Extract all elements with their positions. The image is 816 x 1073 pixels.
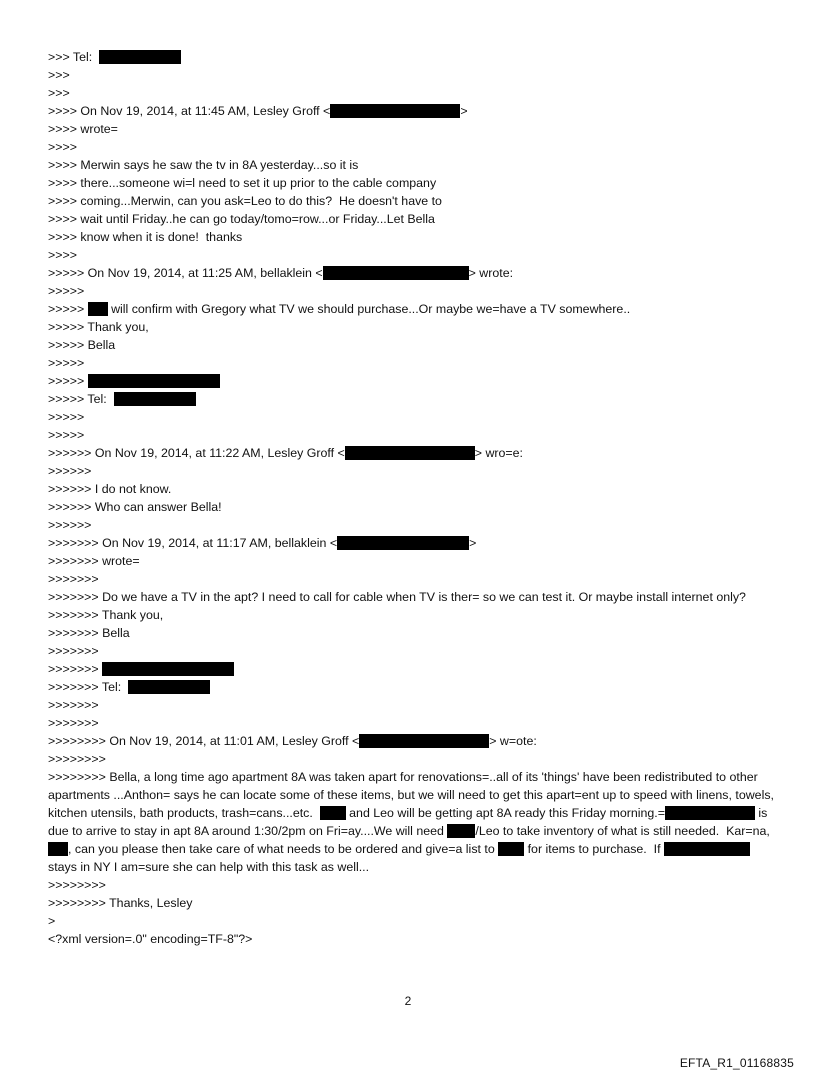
email-line [48,156,778,174]
email-line [48,444,778,462]
email-line [48,120,778,138]
email-line-text: >>>>>>> [48,716,99,730]
email-line-text: will confirm with Gregory what TV we should purchase...Or maybe we=have a TV somewhere.. [107,302,631,316]
email-line [48,678,778,696]
document-id: EFTA_R1_01168835 [679,1056,794,1070]
email-line-text: >>>>> [48,428,85,442]
email-line [48,282,778,300]
redaction-box [447,824,475,838]
email-line-text: >>>>>>>> [48,878,106,892]
email-line [48,372,778,390]
email-line-text: >>>>>>> On Nov 19, 2014, at 11:17 AM, bellaklein < [48,536,338,550]
email-line [48,48,778,66]
email-line-text: <?xml version=.0" encoding=TF-8"?> [48,932,253,946]
redaction-box [345,446,475,460]
email-line-text: for items to purchase. If [524,842,664,856]
email-line-text: > wro=e: [474,446,523,460]
email-line-text: >>>> coming...Merwin, can you ask=Leo to do this? He doesn't have to [48,194,442,208]
email-thread-body [48,48,778,948]
email-line-text: >>>>> Tel: [48,392,114,406]
email-line-text: >>>>>>> Tel: [48,680,129,694]
email-line-text: >>>>>> [48,464,92,478]
email-line-text: >>>>>>> Thank you, [48,608,164,622]
redaction-box [48,842,68,856]
email-line [48,570,778,588]
email-line [48,588,778,606]
email-line-text: is due to arrive to stay in apt 8A around 1:30/2pm on Fri=ay....We will need [48,806,771,838]
redaction-box [88,374,220,388]
email-line [48,732,778,750]
email-line-text: /Leo to take inventory of what is still needed. Kar=na, [475,824,774,838]
email-line-text: > [460,104,468,118]
email-line-text: > [469,536,477,550]
email-line [48,768,778,876]
email-line [48,462,778,480]
email-line-text: >>>>>> Who can answer Bella! [48,500,222,514]
email-line-text: stays in NY I am=sure she can help with this task as well... [48,842,754,874]
email-line-text: >>>>>>>> Thanks, Lesley [48,896,193,910]
email-line-text: >>>>>>> [48,572,99,586]
email-line [48,516,778,534]
redaction-box [359,734,489,748]
email-line [48,390,778,408]
email-line-text: >>>>> Bella [48,338,116,352]
email-line-text: >>>> [48,248,77,262]
email-line [48,408,778,426]
email-line-text: and Leo will be getting apt 8A ready this Friday morning.= [345,806,665,820]
email-line [48,660,778,678]
redaction-box [114,392,196,406]
email-line-text: > wrote: [468,266,514,280]
email-line-text: >>>>>>> Bella [48,626,130,640]
email-line-text: > [48,914,56,928]
email-line-text: >>>>>>> [48,644,99,658]
email-line-text: >>>> wrote= [48,122,118,136]
email-line [48,318,778,336]
email-line-text: >>>>>>>> On Nov 19, 2014, at 11:01 AM, Lesley Groff < [48,734,360,748]
redaction-box [498,842,524,856]
email-line [48,174,778,192]
email-line [48,336,778,354]
redaction-box [665,806,755,820]
email-line [48,624,778,642]
email-line-text: >>>>> [48,302,88,316]
email-line-text: >>>>>>> wrote= [48,554,140,568]
email-line-text: >>> Tel: [48,50,100,64]
email-line [48,930,778,948]
email-line-text: >>> [48,68,70,82]
email-line [48,192,778,210]
redaction-box [128,680,210,694]
email-line-text: >>>>>> [48,518,92,532]
email-line-text: >>>>> [48,284,85,298]
email-line [48,228,778,246]
email-line [48,246,778,264]
email-line-text: >>>> wait until Friday..he can go today/tomo=row...or Friday...Let Bella [48,212,435,226]
redaction-box [664,842,750,856]
redaction-box [99,50,181,64]
email-line-text: , can you please then take care of what needs to be ordered and give=a list to [68,842,499,856]
redaction-box [320,806,346,820]
email-line-text: >>>>>>>> Bella, a long time ago apartment 8A was taken apart for renovations=..all of its 'things' have been redistributed to other apartments ...Anthon= says he can locate some of these items, but we will need to get this apart=ent up to speed with linens, towels, kitchen utensils, bath products, trash=cans...etc. [48,770,778,820]
email-line-text: >>>>>> On Nov 19, 2014, at 11:22 AM, Lesley Groff < [48,446,345,460]
email-line-text: >>>>>>> Do we have a TV in the apt? I need to call for cable when TV is ther= so we can test it. Or maybe install internet only? [48,590,746,604]
email-line-text: >>> [48,86,70,100]
email-line [48,300,778,318]
redaction-box [337,536,469,550]
email-line [48,912,778,930]
email-line [48,642,778,660]
email-line [48,138,778,156]
email-line [48,606,778,624]
email-line [48,354,778,372]
email-line [48,210,778,228]
email-line-text: >>>>> On Nov 19, 2014, at 11:25 AM, bellaklein < [48,266,323,280]
redaction-box [102,662,234,676]
email-line [48,264,778,282]
email-line-text: >>>> Merwin says he saw the tv in 8A yesterday...so it is [48,158,359,172]
email-line [48,552,778,570]
email-line-text: >>>>>>> [48,698,99,712]
email-line-text: >>>>>>>> [48,752,106,766]
email-line-text: >>>>>>> [48,662,103,676]
email-line-text: >>>> know when it is done! thanks [48,230,243,244]
redaction-box [88,302,108,316]
email-line [48,84,778,102]
page-number: 2 [404,994,412,1008]
email-line [48,480,778,498]
redaction-box [323,266,469,280]
email-line-text: >>>>> Thank you, [48,320,149,334]
email-line [48,714,778,732]
email-line [48,102,778,120]
email-line-text: >>>> there...someone wi=l need to set it up prior to the cable company [48,176,437,190]
email-line-text: >>>> [48,140,77,154]
email-line-text: >>>>> [48,374,88,388]
redaction-box [330,104,460,118]
email-line-text: > w=ote: [489,734,537,748]
email-line [48,696,778,714]
email-line [48,66,778,84]
email-line-text: >>>>> [48,356,85,370]
email-line-text: >>>>>> I do not know. [48,482,172,496]
email-line-text: >>>> On Nov 19, 2014, at 11:45 AM, Lesley Groff < [48,104,331,118]
email-line [48,894,778,912]
email-line [48,534,778,552]
email-line [48,876,778,894]
email-line [48,750,778,768]
email-line-text: >>>>> [48,410,85,424]
email-line [48,426,778,444]
email-line [48,498,778,516]
